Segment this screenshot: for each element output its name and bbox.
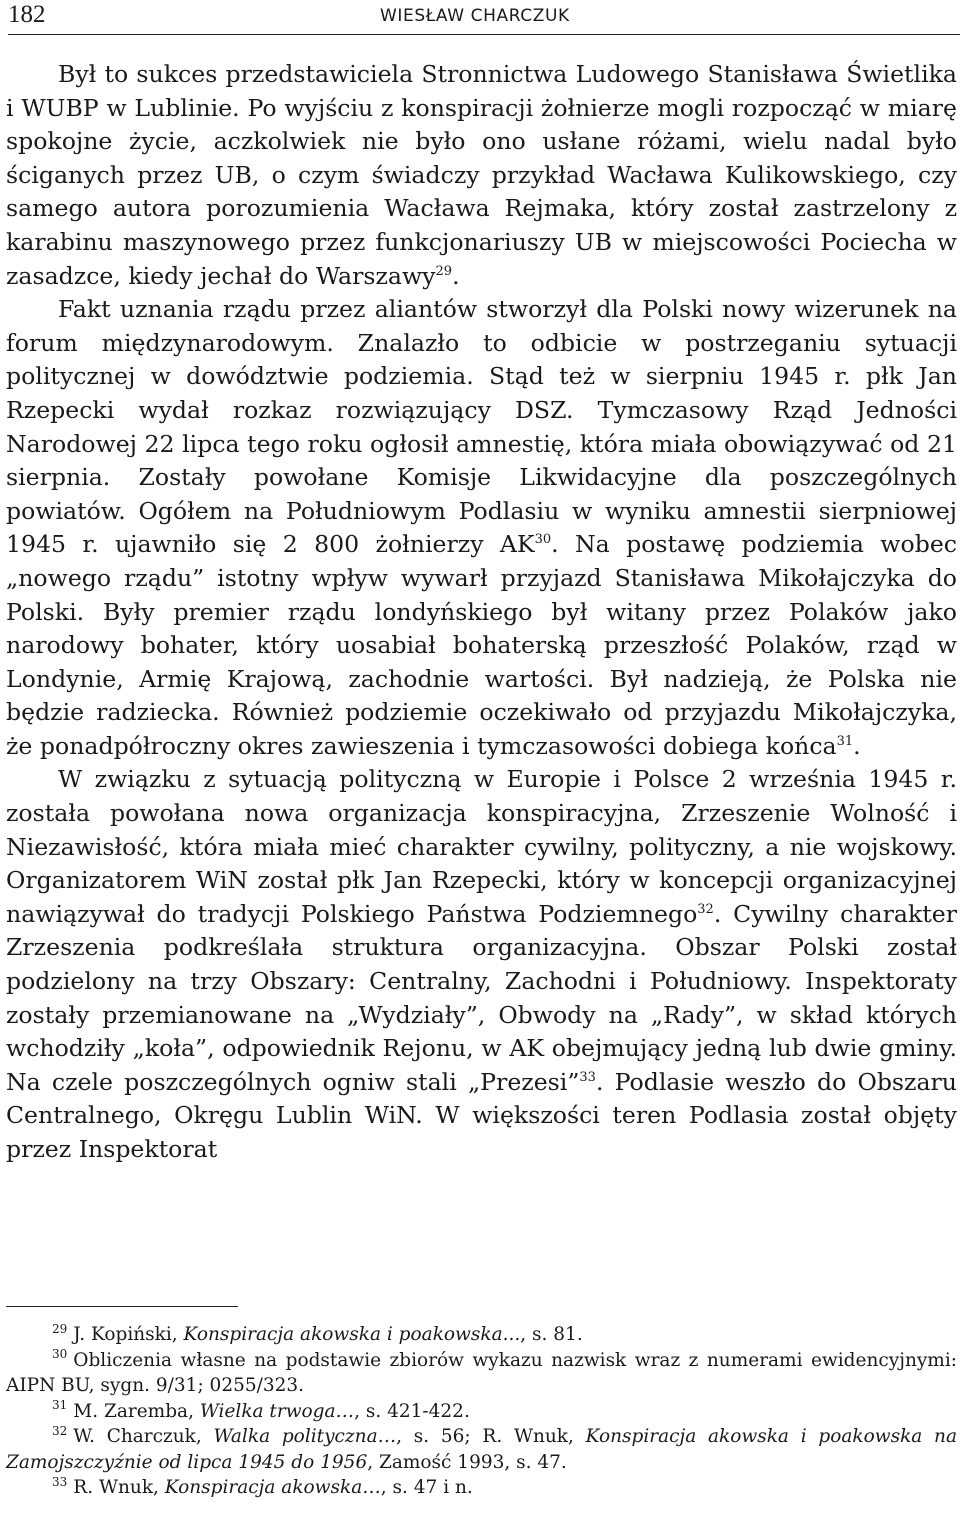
footnote (6, 1348, 957, 1399)
text-segment: , s. 47 i n. (380, 1477, 473, 1498)
text-segment: , s. 56; R. Wnuk, (396, 1426, 586, 1447)
text-segment: J. Kopiński, (73, 1324, 184, 1345)
footnote-number: 32 (52, 1423, 68, 1438)
text-segment: Był to sukces przedstawiciela Stronnictwa Ludowego Stanisława Świetlika i WUBP w Lublinie. Po wyjściu z konspiracji żołnierze mogli rozpocząć w miarę spokojne życie, aczkolwiek nie było ono usłane różami, wielu nadal było ściganych przez UB, o czym świadczy przykład Wacława Kulikowskiego, czy samego autora porozumienia Wacława Rejmaka, który został zastrzelony z karabinu maszynowego przez funkcjonariuszy UB w miejscowości Pociecha w zasadzce, kiedy jechał do Warszawy (6, 60, 957, 290)
text-segment: Fakt uznania rządu przez aliantów stworzył dla Polski nowy wizerunek na forum międzynarodowym. Znalazło to odbicie w postrzeganiu sytuacji politycznej w dowództwie podziemia. Stąd też w sierpniu 1945 r. płk Jan Rzepecki wydał rozkaz rozwiązujący DSZ. Tymczasowy Rząd Jedności Narodowej 22 lipca tego roku ogłosił amnestię, która miała obowiązywać od 21 sierpnia. Zostały powołane Komisje Likwidacyjne dla poszczególnych powiatów. Ogółem na Południowym Podlasiu w wyniku amnestii sierpniowej 1945 r. ujawniło się 2 800 żołnierzy AK (6, 295, 957, 559)
footnotes (6, 1322, 957, 1501)
footnote (6, 1475, 957, 1501)
text-segment: . (853, 731, 861, 760)
footnote-reference: 31 (836, 734, 854, 750)
text-segment: R. Wnuk, (73, 1477, 165, 1498)
italic-title: Konspiracja akowska i poakowska... (183, 1324, 521, 1345)
page-number: 182 (8, 1, 46, 28)
text-segment: , s. 421-422. (354, 1400, 470, 1422)
text-segment: . Podlasie weszło do Obszaru Centralnego, Okręgu Lublin WiN. W większości teren Podlasia został objęty przez Inspektorat (6, 1067, 957, 1163)
text-segment: , Zamość 1993, s. 47. (367, 1451, 567, 1473)
footnote-reference: 30 (534, 532, 552, 548)
italic-title: Wielka trwoga… (199, 1400, 355, 1422)
paragraph (6, 763, 957, 1166)
footnote-number: 30 (52, 1347, 68, 1362)
italic-title: Walka polityczna… (213, 1426, 397, 1447)
footnote-reference: 33 (579, 1069, 596, 1085)
footnote-number: 31 (52, 1398, 68, 1413)
body-text (6, 58, 957, 1167)
italic-title: Konspiracja akowska… (164, 1477, 381, 1498)
footnote (6, 1399, 957, 1425)
page-header (8, 0, 960, 35)
footnote-reference: 29 (435, 263, 453, 279)
paragraph (6, 293, 957, 763)
footnote-separator (6, 1306, 238, 1307)
footnote-number: 29 (52, 1321, 68, 1336)
text-segment: W związku z sytuacją polityczną w Europie i Polsce 2 września 1945 r. została powołana nowa organizacja konspiracyjna, Zrzeszenie Wolność i Niezawisłość, która miała mieć charakter cywilny, polityczny, a nie wojskowy. Organizatorem WiN został płk Jan Rzepecki, który w koncepcji organizacyjnej nawiązywał do tradycji Polskiego Państwa Podziemnego (6, 765, 957, 928)
running-head: WIESŁAW CHARCZUK (380, 6, 570, 26)
footnote-number: 33 (52, 1474, 68, 1489)
text-segment: , s. 81. (520, 1324, 583, 1345)
footnote (6, 1322, 957, 1348)
text-segment: . Cywilny charakter Zrzeszenia podkreślała struktura organizacyjna. Obszar Polski został podzielony na trzy Obszary: Centralny, Zachodni i Południowy. Inspektoraty zostały przemianowane na „Wydziały”, Obwody na „Rady”, w skład których wchodziły „koła”, odpowiednik Rejonu, w AK obejmujący jedną lub dwie gminy. Na czele poszczególnych ogniw stali „Prezesi” (6, 899, 957, 1096)
footnote-reference: 32 (697, 901, 714, 917)
text-segment: W. Charczuk, (73, 1426, 214, 1447)
text-segment: Obliczenia własne na podstawie zbiorów wykazu nazwisk wraz z numerami ewidencyjnymi: AIPN BU, sygn. 9/31; 0255/323. (6, 1349, 957, 1396)
text-segment: . (452, 261, 460, 290)
italic-title: Konspiracja akowska i poakowska na Zamojszczyźnie od lipca 1945 do 1956 (6, 1426, 958, 1473)
text-segment: M. Zaremba, (73, 1400, 200, 1422)
footnote (6, 1424, 957, 1475)
text-segment: . Na postawę podziemia wobec „nowego rządu” istotny wpływ wywarł przyjazd Stanisława Mikołajczyka do Polski. Były premier rządu londyńskiego był witany przez Polaków jako narodowy bohater, który uosabiał bohaterską przeszłość Polaków, rząd w Londynie, Armię Krajową, zachodnie wartości. Był nadzieją, że Polska nie będzie radziecka. Również podziemie oczekiwało od przyjazdu Mikołajczyka, że ponadpółroczny okres zawieszenia i tymczasowości dobiega końca (6, 530, 957, 760)
paragraph (6, 58, 957, 293)
